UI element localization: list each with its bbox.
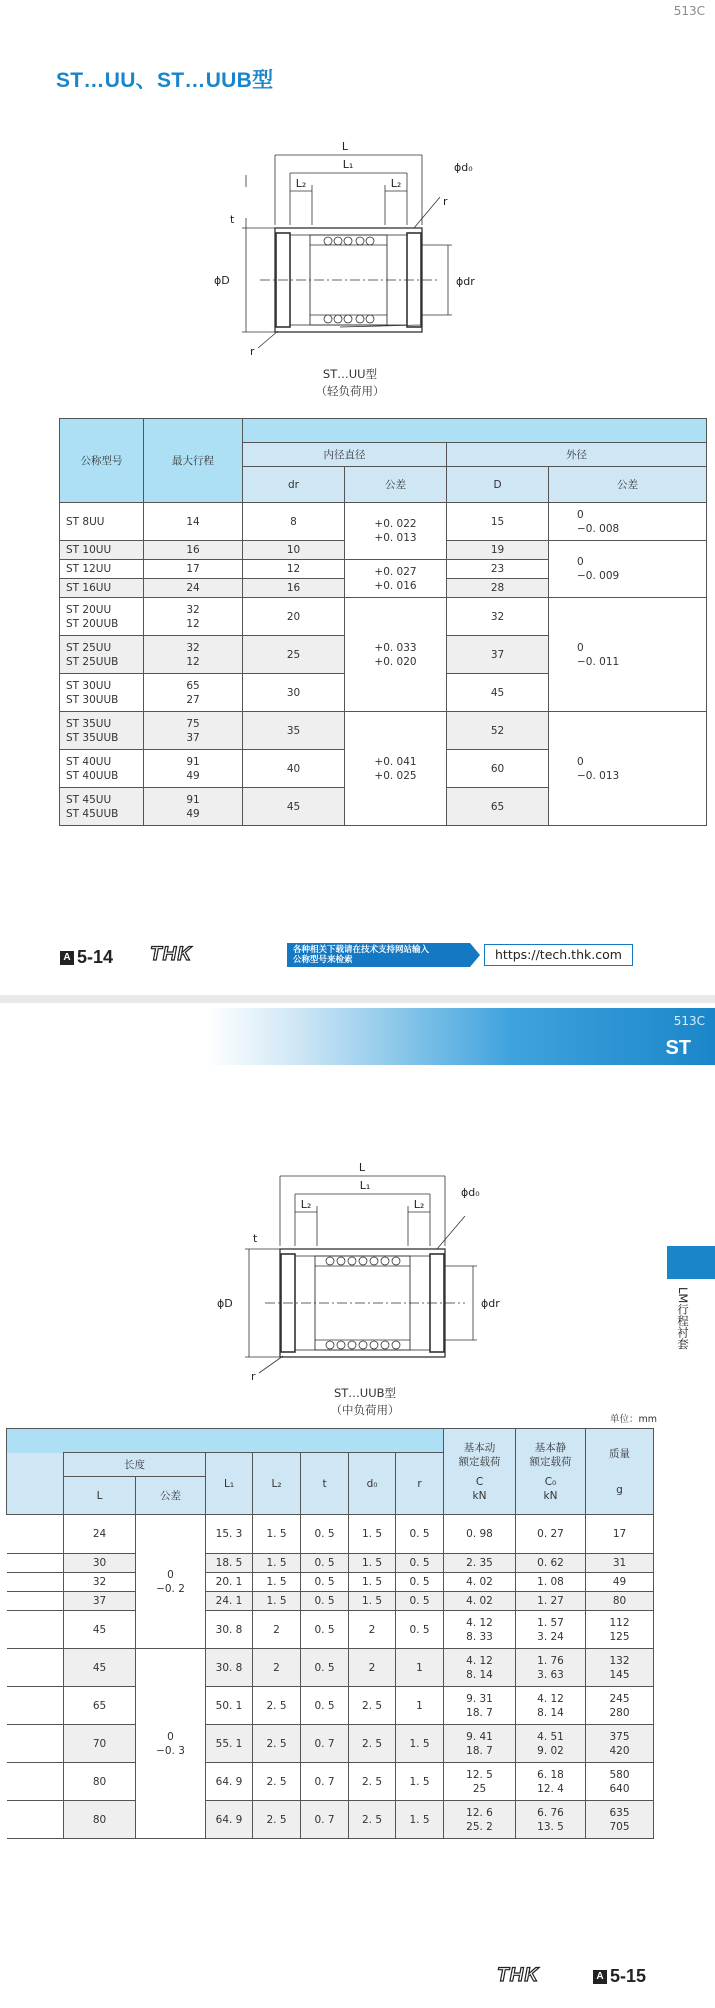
section-badge: A: [593, 1970, 607, 1984]
header-outer-diameter: 外径: [447, 443, 707, 467]
table-row: 30 18. 5 1. 5 0. 5 1. 5 0. 5 2. 35 0. 62 31: [7, 1554, 654, 1573]
drawing-caption: ST…UUB型 （中负荷用）: [330, 1386, 400, 1417]
dim-r-bottom: r: [250, 345, 255, 358]
side-category-label: LM行程衬套: [676, 1287, 690, 1350]
drawing-caption: ST…UU型 （轻负荷用）: [315, 367, 385, 398]
table-row: ST 25UU ST 25UUB 32 12 25 37: [60, 636, 707, 674]
page-number-5-14: A 5-14: [60, 947, 113, 968]
banner-line-2: 公称型号来检索: [293, 955, 353, 965]
side-tab: [667, 1246, 715, 1279]
dim-D: ϕD: [214, 274, 230, 287]
thk-logo: THK: [150, 944, 193, 965]
table-row: ST 45UU ST 45UUB 91 49 45 65: [60, 788, 707, 826]
table-row: 80 64. 9 2. 5 0. 7 2. 5 1. 5 12. 6 25. 2 6. 76 13. 5 635 705: [7, 1801, 654, 1839]
page-code: 513C: [673, 1014, 705, 1028]
dim-L2-left: L₂: [295, 177, 307, 190]
dim-L2-right: L₂: [413, 1198, 425, 1211]
table-row: 24 0 −0. 2 15. 3 1. 5 0. 5 1. 5 0. 5 0. 98 0. 27 17: [7, 1515, 654, 1554]
dim-L1: L₁: [359, 1179, 371, 1192]
table-row: ST 12UU 17 12 +0. 027 +0. 016 23: [60, 560, 707, 579]
dim-L2-right: L₂: [390, 177, 402, 190]
dim-d0: ϕd₀: [454, 161, 473, 174]
header-L1: L₁: [206, 1453, 253, 1515]
table-row: ST 30UU ST 30UUB 65 27 30 45: [60, 674, 707, 712]
header-mass: 质量 g: [586, 1429, 654, 1515]
header-stroke: 最大行程: [144, 419, 243, 503]
banner-line-1: 各种相关下载请在技术支持网站输入: [293, 945, 430, 955]
dim-D: ϕD: [217, 1297, 233, 1310]
table-row: 32 20. 1 1. 5 0. 5 1. 5 0. 5 4. 02 1. 08 49: [7, 1573, 654, 1592]
header-L2: L₂: [253, 1453, 301, 1515]
table-row: ST 35UU ST 35UUB 75 37 35 +0. 041 +0. 025 52 0 −0. 013: [60, 712, 707, 750]
table-row: 80 64. 9 2. 5 0. 7 2. 5 1. 5 12. 5 25 6. 18 12. 4 580 640: [7, 1763, 654, 1801]
dimension-table-p2: [6, 1428, 654, 1839]
header-dynamic-load: 基本动 额定载荷 C kN: [444, 1429, 516, 1515]
page-number-5-15: A 5-15: [593, 1966, 646, 1987]
dim-r: r: [251, 1370, 256, 1383]
dim-L2-left: L₂: [300, 1198, 312, 1211]
header-length: 长度: [64, 1453, 206, 1477]
table-row: 70 55. 1 2. 5 0. 7 2. 5 1. 5 9. 41 18. 7 4. 51 9. 02 375 420: [7, 1725, 654, 1763]
dim-dr: ϕdr: [456, 275, 475, 288]
dim-L1: L₁: [342, 158, 354, 171]
table-row: ST 10UU 16 10 19 0 −0. 009: [60, 541, 707, 560]
dim-t: t: [253, 1232, 258, 1245]
catalog-page-5-14: [0, 0, 715, 995]
dim-L: L: [341, 140, 349, 153]
header-dr: dr: [243, 467, 345, 503]
bushing-drawing-light-load: [200, 135, 500, 360]
header-tolerance: 公差: [136, 1477, 206, 1515]
header-d0: d₀: [349, 1453, 396, 1515]
table-row: ST 20UU ST 20UUB 32 12 20 +0. 033 +0. 020 32 0 −0. 011: [60, 598, 707, 636]
dim-t: t: [230, 213, 235, 226]
table-row: ST 40UU ST 40UUB 91 49 40 60: [60, 750, 707, 788]
dim-dr: ϕdr: [481, 1297, 500, 1310]
table-row: 45 30. 8 2 0. 5 2 0. 5 4. 12 8. 33 1. 57 3. 24 112 125: [7, 1611, 654, 1649]
page-title: ST…UU、ST…UUB型: [56, 69, 274, 92]
unit-label: 单位：mm: [610, 1414, 658, 1425]
section-title: ST: [665, 1037, 691, 1059]
header-model: 公称型号: [60, 419, 144, 503]
header-r: r: [396, 1453, 444, 1515]
page-code: 513C: [673, 4, 705, 18]
table-row: 45 0 −0. 3 30. 8 2 0. 5 2 1 4. 12 8. 14 1. 76 3. 63 132 145: [7, 1649, 654, 1687]
dimension-table-p1: [59, 418, 707, 826]
table-row: 37 24. 1 1. 5 0. 5 1. 5 0. 5 4. 02 1. 27 80: [7, 1592, 654, 1611]
tech-site-link[interactable]: https://tech.thk.com: [484, 944, 633, 966]
table-row: ST 8UU 14 8 +0. 022 +0. 013 15 0 −0. 008: [60, 503, 707, 541]
thk-logo: THK: [497, 1965, 540, 1986]
download-banner[interactable]: [287, 943, 647, 967]
header-D: D: [447, 467, 549, 503]
header-L: L: [64, 1477, 136, 1515]
table-row: ST 16UU 24 16 28: [60, 579, 707, 598]
header-tolerance-inner: 公差: [345, 467, 447, 503]
header-t: t: [301, 1453, 349, 1515]
header-inner-diameter: 内径直径: [243, 443, 447, 467]
dim-L: L: [358, 1161, 366, 1174]
dim-r-top: r: [443, 195, 448, 208]
arrow-right-icon: [470, 943, 480, 967]
bushing-drawing-medium-load: [215, 1158, 515, 1383]
section-badge: A: [60, 951, 74, 965]
header-static-load: 基本静 额定载荷 C₀ kN: [516, 1429, 586, 1515]
catalog-page-5-15: [0, 1003, 715, 2008]
dim-d0: ϕd₀: [461, 1186, 480, 1199]
header-tolerance-outer: 公差: [549, 467, 707, 503]
table-row: 65 50. 1 2. 5 0. 5 2. 5 1 9. 31 18. 7 4. 12 8. 14 245 280: [7, 1687, 654, 1725]
header-band: [205, 1008, 715, 1065]
